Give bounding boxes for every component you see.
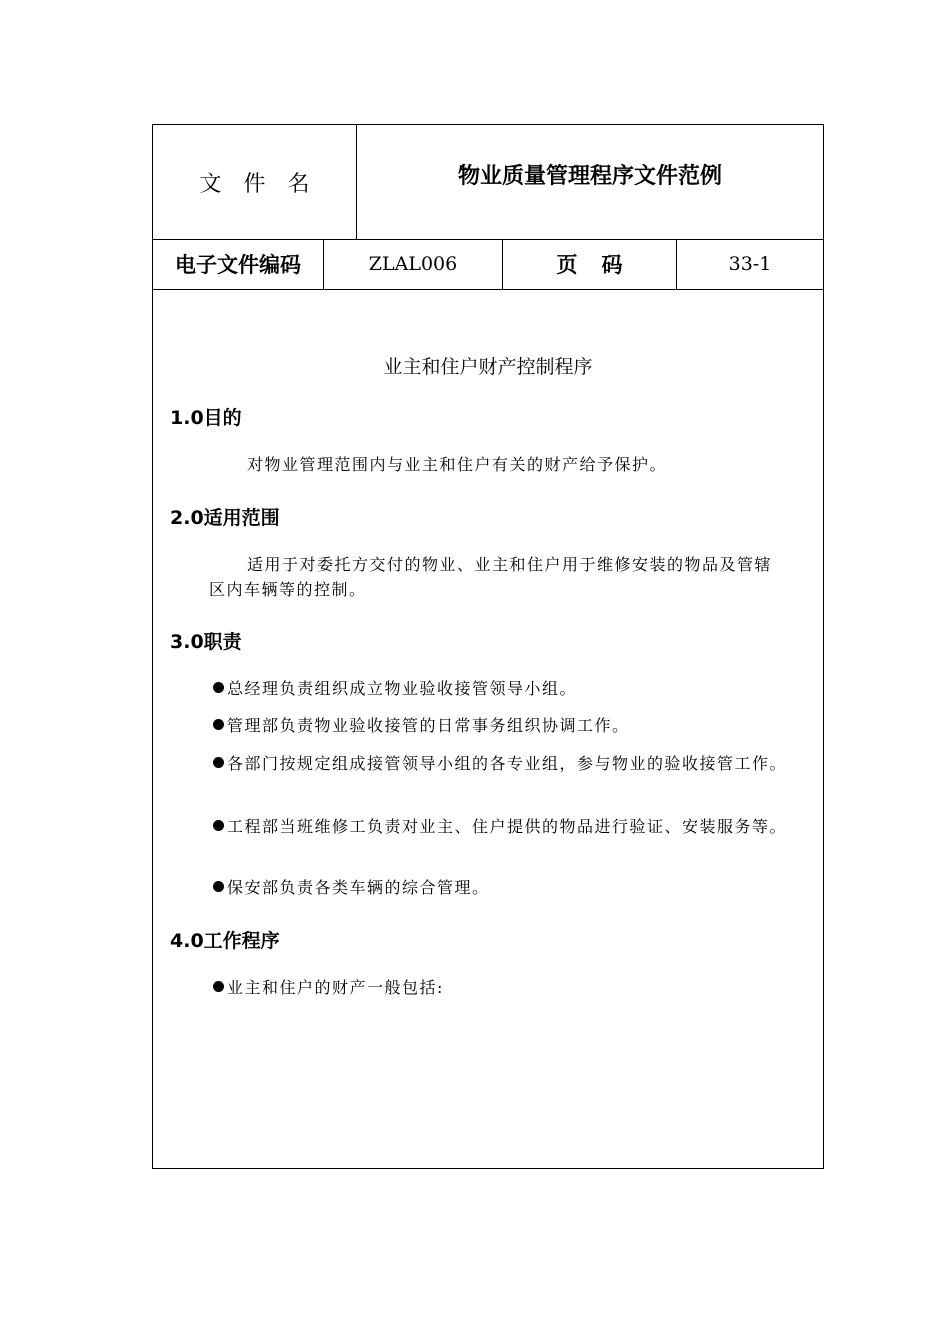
doc-title: 物业质量管理程序文件范例 bbox=[457, 163, 722, 189]
page-label: 页码 bbox=[556, 253, 647, 277]
bullet-dot-icon bbox=[213, 981, 224, 992]
list-item: 管理部负责物业验收接管的日常事务组织协调工作。 bbox=[209, 713, 789, 738]
section-text: 对物业管理范围内与业主和住户有关的财产给予保护。 bbox=[247, 455, 668, 474]
code-value-cell bbox=[324, 239, 503, 289]
bullet-dot-icon bbox=[213, 682, 224, 693]
bullet-dot-icon bbox=[213, 881, 224, 892]
page-value-cell bbox=[677, 239, 823, 289]
section-heading: 3.0职责 bbox=[170, 631, 242, 653]
bullet-dot-icon bbox=[213, 820, 224, 831]
list-item: 工程部当班维修工负责对业主、住户提供的物品进行验证、安装服务等。 bbox=[209, 814, 789, 839]
section-heading: 4.0工作程序 bbox=[170, 930, 280, 952]
page-label-cell bbox=[503, 239, 677, 289]
section-text: 适用于对委托方交付的物业、业主和住户用于维修安装的物品及管辖区内车辆等的控制。 bbox=[209, 555, 773, 599]
code-value: ZLAL006 bbox=[368, 253, 458, 275]
section-heading: 2.0适用范围 bbox=[170, 507, 280, 529]
list-item: 各部门按规定组成接管领导小组的各专业组，参与物业的验收接管工作。 bbox=[209, 751, 789, 776]
code-label: 电子文件编码 bbox=[175, 253, 301, 277]
procedure-title: 业主和住户财产控制程序 bbox=[383, 356, 593, 378]
page-value: 33-1 bbox=[728, 253, 772, 275]
section-heading: 1.0目的 bbox=[170, 407, 242, 429]
bullet-dot-icon bbox=[213, 757, 224, 768]
list-item: 业主和住户的财产一般包括: bbox=[209, 975, 789, 1000]
doc-title-cell bbox=[357, 125, 823, 239]
header-row-code bbox=[153, 239, 823, 290]
list-item: 总经理负责组织成立物业验收接管领导小组。 bbox=[209, 676, 789, 701]
file-name-label-cell bbox=[153, 125, 357, 239]
code-label-cell bbox=[153, 239, 324, 289]
bullet-dot-icon bbox=[213, 719, 224, 730]
file-name-label: 文件名 bbox=[199, 171, 332, 197]
list-item: 保安部负责各类车辆的综合管理。 bbox=[209, 875, 789, 900]
document-frame bbox=[152, 124, 824, 1169]
header-row-title bbox=[153, 125, 823, 240]
